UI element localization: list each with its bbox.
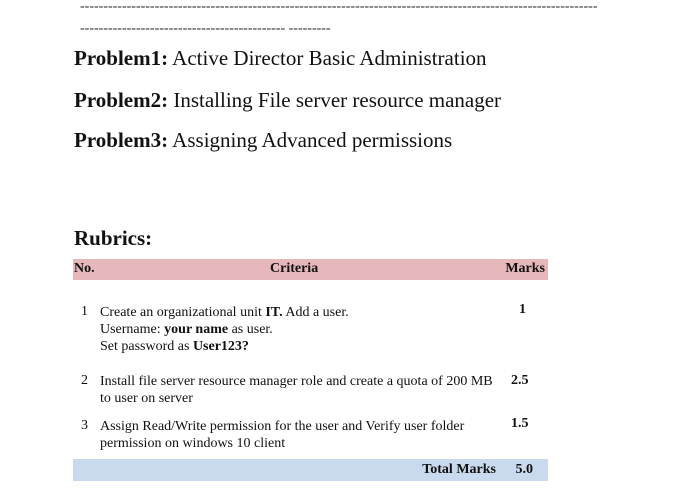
problem-2-label: Problem2: [74,88,169,112]
problem-3-text: Assigning Advanced permissions [168,128,453,152]
row-number: 1 [81,304,88,319]
separator-line-second: -------------------------------------------- --------- [80,22,331,36]
row-criteria: Assign Read/Write permission for the user and Verify user folder permission on windows 10 client [100,419,465,451]
row-marks: 2.5 [511,373,529,388]
problem-1 [74,46,487,71]
row-marks: 1 [519,302,526,317]
table-total-row [73,459,548,481]
row-marks: 1.5 [511,416,529,431]
separator-line-top: --------------------------------------------------------------------------------------------------------------- [80,0,598,14]
total-marks-label: Total Marks [422,462,496,477]
row-number: 3 [81,418,88,433]
rubrics-heading: Rubrics: [74,226,153,250]
problem-2-text: Installing File server resource manager [168,88,502,112]
problem-1-text: Active Director Basic Administration [168,46,487,70]
criteria-line: Set password as User123? [100,339,249,354]
row-criteria: Install file server resource manager role and create a quota of 200 MB to user on server [100,374,493,406]
row-criteria [100,304,500,355]
criteria-line: Username: your name as user. [100,322,273,337]
problem-3-label: Problem3: [74,128,169,152]
problem-2 [74,88,501,113]
total-marks-value: 5.0 [515,462,533,477]
problem-1-label: Problem1: [74,46,169,70]
criteria-line: Create an organizational unit IT. Add a user. [100,305,349,320]
header-no: No. [74,261,95,276]
header-criteria: Criteria [270,261,319,276]
problem-3 [74,128,452,153]
row-number: 2 [81,373,88,388]
table-header-row [73,259,548,280]
header-marks: Marks [505,261,545,276]
